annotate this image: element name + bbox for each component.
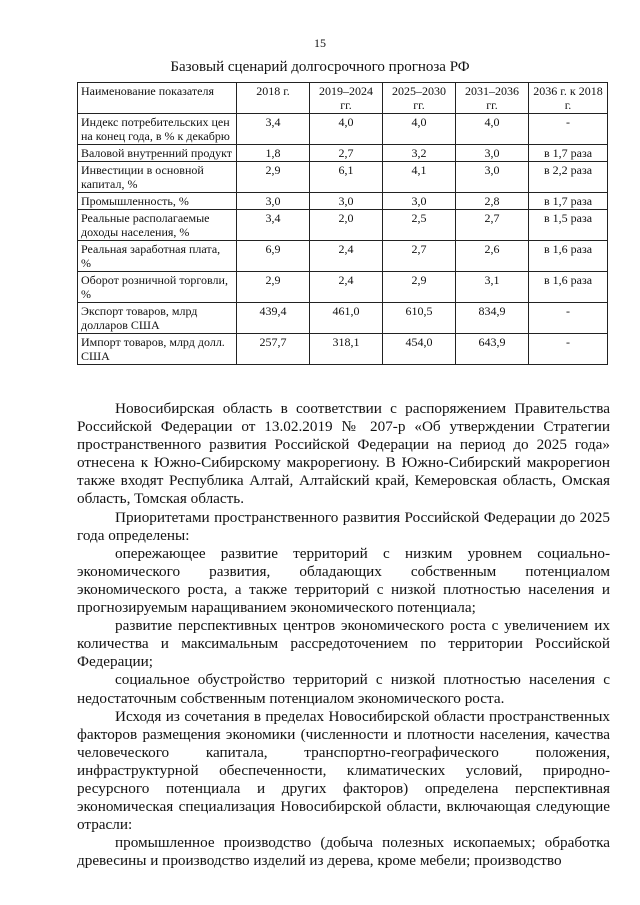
table-cell: - — [529, 303, 608, 334]
table-cell: в 1,7 раза — [529, 193, 608, 210]
table-cell: 3,4 — [237, 114, 310, 145]
table-cell: 3,0 — [456, 162, 529, 193]
indicator-name: Экспорт товаров, млрд долларов США — [78, 303, 237, 334]
table-cell: 2,4 — [310, 272, 383, 303]
table-row — [78, 241, 608, 272]
table-cell: 6,9 — [237, 241, 310, 272]
body-text — [77, 400, 610, 870]
column-header: 2018 г. — [237, 83, 310, 114]
list-item: промышленное производство (добыча полезных ископаемых; обработка древесины и производство изделий из дерева, кроме мебели; производство — [77, 834, 610, 870]
table-title: Базовый сценарий долгосрочного прогноза РФ — [170, 59, 470, 75]
table-cell: 257,7 — [237, 334, 310, 365]
column-header: 2019–2024 гг. — [310, 83, 383, 114]
column-header: 2036 г. к 2018 г. — [529, 83, 608, 114]
indicator-name: Реальные располагаемые доходы населения, % — [78, 210, 237, 241]
table-cell: 4,0 — [383, 114, 456, 145]
table-row — [78, 272, 608, 303]
table-cell: 2,9 — [237, 162, 310, 193]
table-cell: 2,6 — [456, 241, 529, 272]
table-cell: 3,0 — [456, 145, 529, 162]
table-cell: 3,0 — [237, 193, 310, 210]
page-number: 15 — [314, 36, 326, 50]
table-cell: 834,9 — [456, 303, 529, 334]
table-row — [78, 114, 608, 145]
table-cell: 2,9 — [383, 272, 456, 303]
table-cell: 2,7 — [456, 210, 529, 241]
table-cell: 454,0 — [383, 334, 456, 365]
forecast-table — [77, 82, 608, 365]
table-cell: 6,1 — [310, 162, 383, 193]
table-row — [78, 145, 608, 162]
table-cell: 461,0 — [310, 303, 383, 334]
table-cell: 3,4 — [237, 210, 310, 241]
table-header-row — [78, 83, 608, 114]
table-cell: в 1,5 раза — [529, 210, 608, 241]
indicator-name: Импорт товаров, млрд долл. США — [78, 334, 237, 365]
table-cell: 2,0 — [310, 210, 383, 241]
indicator-name: Индекс потребительских цен на конец года, в % к декабрю — [78, 114, 237, 145]
table-row — [78, 162, 608, 193]
table-cell: 3,0 — [383, 193, 456, 210]
table-cell: в 1,6 раза — [529, 241, 608, 272]
table-cell: в 2,2 раза — [529, 162, 608, 193]
table-cell: 3,1 — [456, 272, 529, 303]
column-header: 2031–2036 гг. — [456, 83, 529, 114]
paragraph: Исходя из сочетания в пределах Новосибирской области пространственных факторов размещения экономики (численности и плотности населения, качества человеческого капитала, транспортно-географического положения, инфраструктурной обеспеченности, климатических условий, природно-ресурсного потенциала и других факторов) определена перспективная экономическая специализация Новосибирской области, включающая следующие отрасли: — [77, 707, 610, 834]
table-cell: 3,0 — [310, 193, 383, 210]
list-item: развитие перспективных центров экономического роста с увеличением их количества и максимальным рассредоточением по территории Российской Федерации; — [77, 617, 610, 671]
table-cell: 643,9 — [456, 334, 529, 365]
paragraph: Приоритетами пространственного развития Российской Федерации до 2025 года определены: — [77, 508, 610, 544]
table-cell: - — [529, 114, 608, 145]
table-cell: 2,7 — [310, 145, 383, 162]
table-cell: 2,8 — [456, 193, 529, 210]
list-item: социальное обустройство территорий с низкой плотностью населения с недостаточным собственным потенциалом экономического роста. — [77, 671, 610, 707]
indicator-name: Инвестиции в основной капитал, % — [78, 162, 237, 193]
table-cell: 2,7 — [383, 241, 456, 272]
table-cell: - — [529, 334, 608, 365]
table-cell: 2,5 — [383, 210, 456, 241]
table-row — [78, 334, 608, 365]
indicator-name: Оборот розничной торговли, % — [78, 272, 237, 303]
table-cell: 610,5 — [383, 303, 456, 334]
paragraph: Новосибирская область в соответствии с распоряжением Правительства Российской Федерации от 13.02.2019 № 207-р «Об утверждении Стратегии пространственного развития Российской Федерации на период до 2025 года» отнесена к Южно-Сибирскому макрорегиону. В Южно-Сибирский макрорегион также входят Республика Алтай, Алтайский край, Кемеровская область, Омская область, Томская область. — [77, 400, 610, 508]
table-cell: в 1,6 раза — [529, 272, 608, 303]
column-header: 2025–2030 гг. — [383, 83, 456, 114]
table-cell: 3,2 — [383, 145, 456, 162]
table-cell: 1,8 — [237, 145, 310, 162]
indicator-name: Промышленность, % — [78, 193, 237, 210]
indicator-name: Валовой внутренний продукт — [78, 145, 237, 162]
column-header: Наименование показателя — [78, 83, 237, 114]
indicator-name: Реальная заработная плата, % — [78, 241, 237, 272]
table-cell: 439,4 — [237, 303, 310, 334]
table-cell: 4,0 — [456, 114, 529, 145]
table-cell: 2,9 — [237, 272, 310, 303]
list-item: опережающее развитие территорий с низким уровнем социально-экономического развития, обладающих собственным потенциалом экономического роста, а также территорий с низкой плотностью населения и прогнозируемым наращиванием экономического потенциала; — [77, 544, 610, 617]
table-cell: 318,1 — [310, 334, 383, 365]
table-cell: 4,0 — [310, 114, 383, 145]
table-row — [78, 193, 608, 210]
table-row — [78, 303, 608, 334]
table-row — [78, 210, 608, 241]
table-cell: в 1,7 раза — [529, 145, 608, 162]
table-cell: 2,4 — [310, 241, 383, 272]
table-cell: 4,1 — [383, 162, 456, 193]
